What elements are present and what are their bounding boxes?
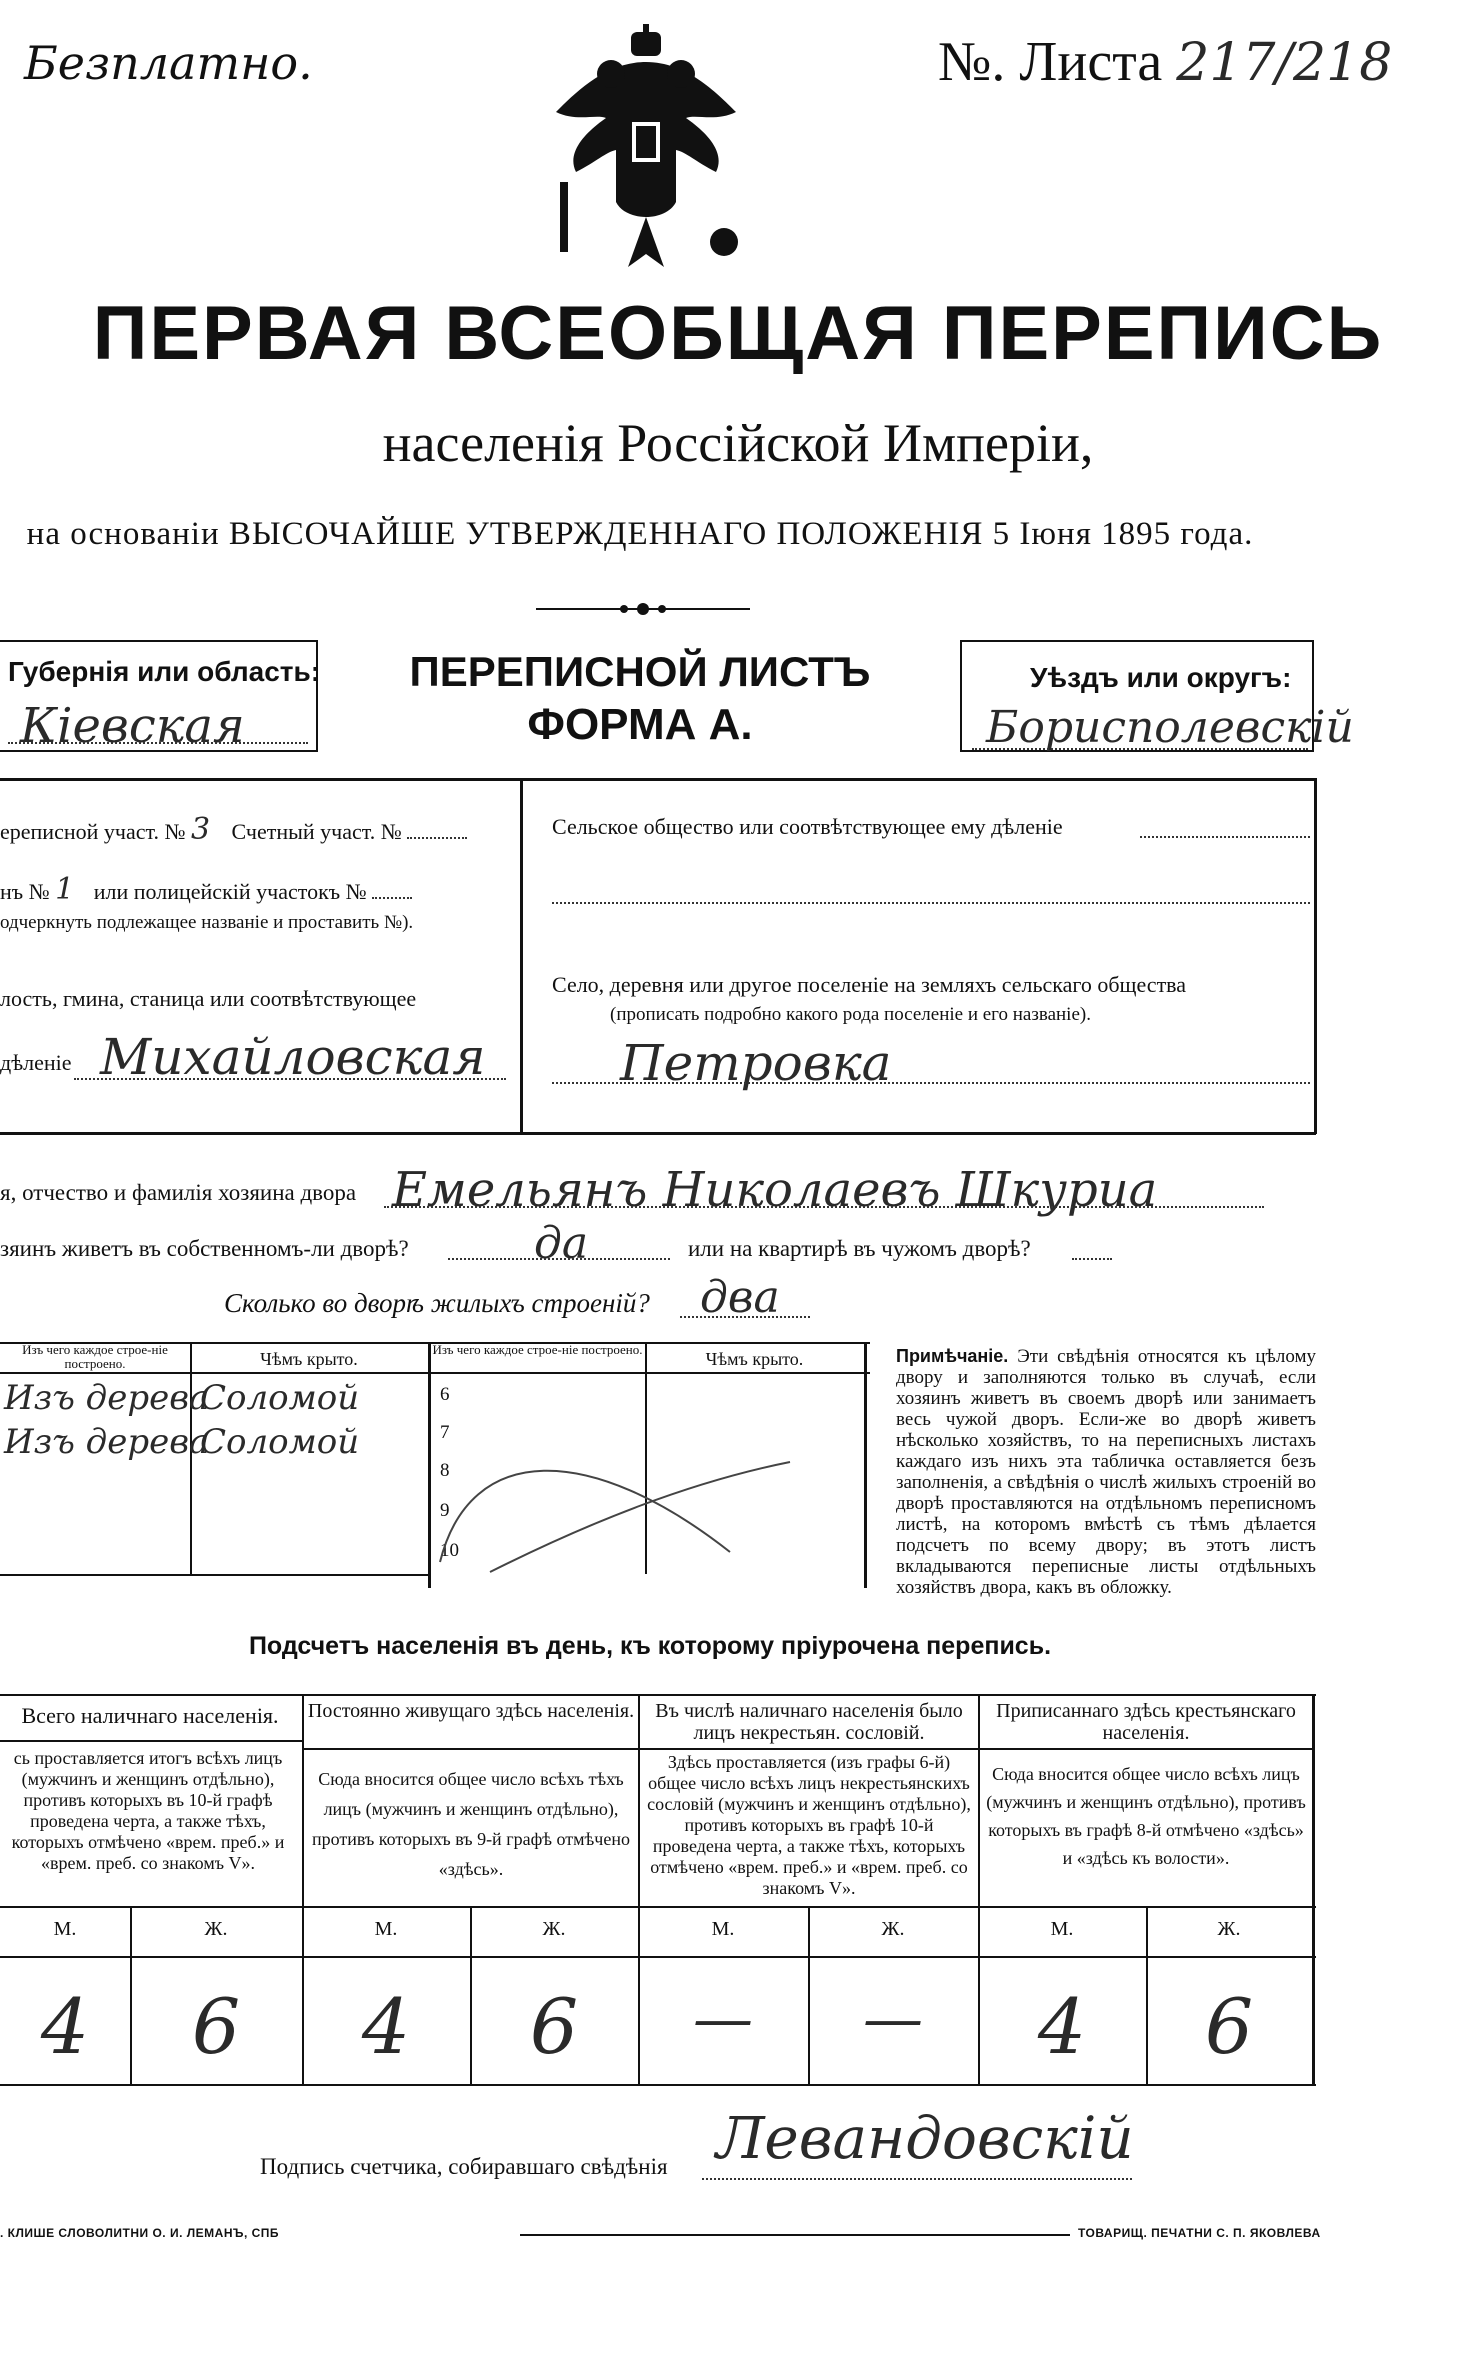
police-label: или полицейскій участокъ № [93,879,367,904]
left-row-1-roof: Соломой [200,1378,360,1418]
district-label: Уѣздъ или округъ: [1030,662,1292,693]
district-value: Борисполевскій [986,702,1354,753]
sheet-number-label [938,30,1392,94]
village-note: (прописать подробно какого рода поселеніе и его названіе). [610,1004,1091,1025]
pop-col-2-desc: Сюда вносится общее число всѣхъ тѣхъ лицъ (мужчинъ и женщинъ отдѣльно), противъ которыхъ въ 9-й графѣ отмѣчено «здѣсь». [312,1769,630,1879]
right-imprint: ТОВАРИЩ. ПЕЧАТНИ С. П. ЯКОВЛЕВА [1078,2226,1321,2240]
district-underline [972,748,1308,750]
section-frame-bottom [0,1132,1316,1135]
note-text: Эти свѣдѣнія относятся къ цѣлому двору и заполняются только въ случаѣ, если хозяинъ живетъ въ своемъ дворѣ или занимаетъ весь чужой дворъ. Если-же во дворѣ живетъ нѣсколько хозяйствъ, то на переписныхъ листахъ каждаго изъ нихъ эта табличка оставляется безъ заполненія, а свѣдѣнія о числѣ жилыхъ строеній во дворѣ проставляются на отдѣльномъ переписномъ листѣ, на которомъ вмѣстѣ съ тѣмъ дѣлается подсчетъ по всему двору; въ этотъ листъ вкладываются переписные листы отдѣльныхъ хозяйствъ двора, какъ въ обложку. [896,1346,1316,1598]
pop-col-4-f-value: 6 [1204,1982,1254,2071]
pop-col-4-f-label: Ж. [1217,1918,1241,1940]
owner-label: я, отчество и фамилія хозяина двора [0,1180,357,1205]
underline-note: одчеркнуть подлежащее названіе и проставить №). [0,912,414,933]
division-label: дѣленіе [0,1050,72,1075]
pop-col-4-desc: Сюда вносится общее число всѣхъ лицъ (мужчинъ и женщинъ отдѣльно), противъ которыхъ въ графѣ 8-й отмѣчено «здѣсь» и «здѣсь къ волости». [986,1764,1306,1868]
form-subtitle: ФОРМА А. [527,700,753,749]
pop-col-1-desc: сь проставляется итогъ всѣхъ лицъ (мужчинъ и женщинъ отдѣльно), противъ которыхъ въ 10-й графѣ проведена черта, а также тѣхъ, которыхъ отмѣчено «врем. преб.» и «врем. преб. со знакомъ V». [11,1748,285,1873]
pop-col-3-desc: Здѣсь проставляется (изъ графы 6-й) общее число всѣхъ лицъ некрестьянскихъ сословій (мужчинъ и женщинъ отдѣльно), противъ которыхъ въ графѣ 10-й проведена черта, а также тѣхъ, которыхъ отмѣчено «врем. преб.» и «врем. преб. со знакомъ V». [647,1752,971,1898]
apartment-underline [1072,1258,1112,1260]
page-title: ПЕРВАЯ ВСЕОБЩАЯ ПЕРЕПИСЬ [92,291,1384,376]
lives-label: зяинъ живетъ въ собственномъ-ли дворѣ? [0,1236,409,1261]
pop-col-3-f-value: — [863,1984,923,2054]
signature-label: Подпись счетчика, собиравшаго свѣдѣнія [260,2154,668,2179]
col-material: Изъ чего каждое строе-ніе построено. [22,1342,168,1371]
census-area-field [0,812,467,847]
page-subtitle: населенія Россійской Имперіи, [382,413,1094,473]
owner-underline [384,1206,1264,1208]
signature-value: Левандовскій [716,2104,1134,2172]
lives-underline [448,1258,670,1260]
left-imprint: . КЛИШЕ СЛОВОЛИТНИ О. И. ЛЕМАНЪ, СПБ [0,2226,280,2240]
row-number-10: 10 [440,1540,459,1561]
buildings-label: Сколько во дворѣ жилыхъ строеній? [224,1288,650,1318]
left-row-2-roof: Соломой [200,1422,360,1462]
division-value: Михайловская [100,1028,486,1086]
pop-col-1-m-label: М. [53,1918,77,1940]
legal-basis: на основаніи ВЫСОЧАЙШЕ УТВЕРЖДЕННАГО ПОЛОЖЕНІЯ 5 Іюня 1895 года. [26,516,1254,552]
row-number-6: 6 [440,1384,450,1405]
pop-col-1-f-label: Ж. [204,1918,228,1940]
ornament-divider [536,602,750,616]
note-heading: Примѣчаніе. [896,1346,1009,1366]
pop-col-1-f-value: 6 [191,1982,241,2071]
province-label: Губернія или область: [8,656,321,687]
population-title: Подсчетъ населенія въ день, къ которому пріурочена перепись. [248,1632,1052,1660]
population-table [0,1694,1316,2086]
pop-col-1-m-value: 4 [40,1982,90,2071]
province-value: Кіевская [20,698,245,754]
left-row-1-material: Изъ дерева [4,1378,210,1418]
section-frame-right [1314,778,1317,1134]
col-material-2: Изъ чего каждое строе-ніе построено. [432,1342,643,1357]
pop-col-2-m-label: М. [374,1918,398,1940]
crossed-out-mark [430,1402,864,1582]
society-underline-2 [552,902,1310,904]
signature-underline [702,2178,1132,2180]
buildings-underline [680,1316,810,1318]
pop-col-2-heading: Постоянно живущаго здѣсь населенія. [307,1700,635,1722]
row-number-7: 7 [440,1422,450,1443]
pop-col-4-heading: Приписаннаго здѣсь крестьянскаго населенія. [996,1700,1296,1744]
pop-col-4-m-label: М. [1050,1918,1074,1940]
lives-value: да [534,1218,589,1269]
footer-rule [520,2234,1070,2236]
census-area-label: ереписной участ. № [0,819,186,844]
row-number-8: 8 [440,1460,450,1481]
division-underline [74,1078,506,1080]
sheet-number-value: 217/218 [1176,33,1393,93]
pop-col-2-m-value: 4 [361,1982,411,2071]
volost-label: лость, гмина, станица или соотвѣтствующее [0,986,417,1011]
left-row-2-material: Изъ дерева [4,1422,210,1462]
section-frame-divider [520,778,523,1134]
col-roof-2: Чѣмъ крыто. [705,1349,804,1369]
sheet-label-text: №. Листа [938,31,1163,93]
camp-value: 1 [55,872,75,907]
census-area-value: 3 [190,812,211,847]
owner-value: Емельянъ Николаевъ Шкуриа [392,1162,1158,1218]
village-underline [552,1082,1310,1084]
pop-col-3-f-label: Ж. [881,1918,905,1940]
form-title: ПЕРЕПИСНОЙ ЛИСТЪ [409,648,871,695]
pop-col-1-heading: Всего наличнаго населенія. [21,1703,279,1728]
section-frame-top [0,778,1316,781]
village-label: Село, деревня или другое поселеніе на земляхъ сельскаго общества [552,972,1187,997]
pop-col-2-f-value: 6 [529,1982,579,2071]
imperial-eagle-icon [536,22,756,272]
pop-col-3-m-label: М. [711,1918,735,1940]
count-area-label: Счетный участ. № [231,819,402,844]
pop-col-3-heading: Въ числѣ наличнаго населенія было лицъ некрестьян. сословій. [655,1700,963,1744]
col-roof: Чѣмъ крыто. [260,1349,358,1369]
village-value: Петровка [620,1034,892,1092]
note-block [896,1346,1316,1598]
pop-col-3-m-value: — [693,1984,753,2054]
province-underline [8,742,308,744]
camp-field [0,872,412,907]
camp-label: нъ № [0,879,50,904]
free-label: Безплатно. [24,36,313,90]
pop-col-4-m-value: 4 [1037,1982,1087,2071]
buildings-value: два [700,1272,780,1323]
society-underline [1140,836,1310,838]
pop-col-2-f-label: Ж. [542,1918,566,1940]
society-label: Сельское общество или соотвѣтствующее ему дѣленіе [552,814,1063,839]
row-number-9: 9 [440,1500,450,1521]
buildings-table [0,1342,870,1588]
apartment-label: или на квартирѣ въ чужомъ дворѣ? [688,1236,1031,1261]
